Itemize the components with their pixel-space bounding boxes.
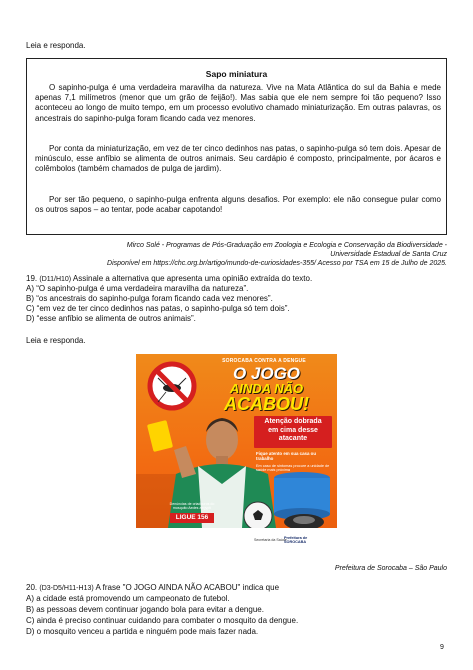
question-19-option-c[interactable]: C) “em vez de ter cinco dedinhos nas patas, o sapinho-pulga só tem dois”. [26, 304, 290, 313]
question-20-option-c[interactable]: C) ainda é preciso continuar cuidando para combater o mosquito da dengue. [26, 616, 299, 625]
poster-phone: LIGUE 156 [170, 513, 214, 523]
question-20-stem [26, 583, 279, 593]
source-line-3: Disponível em https://chc.org.br/artigo/mundo-de-curiosidades-355/ Acesso por TSA em 15 de Julho de 2025. [107, 260, 447, 267]
poster-banner-line-1: Atenção dobrada [264, 418, 322, 425]
question-20-option-a[interactable]: A) a cidade está promovendo um campeonato de futebol. [26, 594, 230, 603]
question-19-stem [26, 274, 312, 284]
poster-footer-secretaria: Secretaria da Saúde [254, 538, 287, 542]
poster-note-2: Em caso de sintomas procure a unidade de saúde mais próxima [256, 464, 330, 473]
poster-denuncia: Denúncias de criadouros do mosquito Aedes aegypti [169, 502, 215, 511]
source-line-1: Mirco Solé - Programas de Pós-Graduação em Zoologia e Ecologia e Conservação da Biodiversidade - [126, 242, 447, 249]
poster-footer-prefeitura: Prefeitura de SOROCABA [284, 536, 308, 545]
question-19-option-d[interactable]: D) “esse anfíbio se alimenta de outros animais”. [26, 314, 196, 323]
paragraph-1: O sapinho-pulga é uma verdadeira maravilha da natureza. Vive na Mata Atlântica do sul da Bahia e mede apenas 7,1 milímetros (menor que um grão de feijão!). Mas sabia que ele nem sempre foi tão pequeno? Isso aconteceu ao longo de muito tempo, em um processo evolutivo chamado miniaturização. Em outras palavras, os ancestrais do sapinho-pulga foram ficando cada vez menores. [35, 83, 441, 123]
page-number: 9 [440, 644, 444, 651]
question-20-option-b[interactable]: B) as pessoas devem continuar jogando bola para evitar a dengue. [26, 605, 264, 614]
poster-banner-line-2: em cima desse [268, 426, 318, 434]
yellow-card-icon [147, 420, 173, 452]
poster-headline-3: ACABOU! [224, 394, 309, 414]
instruction-2: Leia e responda. [26, 336, 86, 345]
poster-top-text: SOROCABA CONTRA A DENGUE [222, 358, 306, 364]
question-20-number: 20. [26, 583, 38, 592]
question-20-text: A frase "O JOGO AINDA NÃO ACABOU" indica que [95, 583, 280, 592]
paragraph-3: Por ser tão pequeno, o sapinho-pulga enfrenta alguns desafios. Por exemplo: ele não consegue pular como os outros sapos – ao tentar, pode acabar capotando! [35, 195, 441, 215]
paragraph-2: Por conta da miniaturização, em vez de ter cinco dedinhos nas patas, o sapinho-pulga só tem dois. Apesar de minúsculo, esse anfíbio se alimenta de outros animais. Seu cardápio é composto, principalmente, por ácaros e colêmbolos (também chamados de pulga de jardim). [35, 144, 441, 174]
water-tank-icon [274, 472, 330, 520]
question-19-option-a[interactable]: A) “O sapinho-pulga é uma verdadeira maravilha da natureza”. [26, 284, 249, 293]
question-19-code: (D11/H10) [39, 276, 72, 283]
text-title: Sapo miniatura [205, 69, 268, 79]
poster-headline-2: AINDA NÃO [229, 381, 304, 396]
question-19-text: Assinale a alternativa que apresenta uma opinião extraída do texto. [72, 274, 313, 283]
football-icon [244, 502, 272, 530]
poster-credit: Prefeitura de Sorocaba – São Paulo [334, 565, 447, 572]
instruction-1: Leia e responda. [26, 41, 86, 50]
text-box [26, 58, 447, 235]
source-line-2: Universidade Estadual de Santa Cruz [330, 251, 447, 258]
poster-note-1: Fique atento em sua casa ou trabalho [256, 451, 317, 461]
question-19-option-b[interactable]: B) “os ancestrais do sapinho-pulga foram ficando cada vez menores”. [26, 294, 273, 303]
poster-banner [254, 416, 332, 448]
poster-headline-1: O JOGO [232, 364, 301, 383]
question-19-number: 19. [26, 274, 38, 283]
dengue-poster [136, 354, 337, 555]
no-mosquito-icon [150, 364, 194, 408]
poster-banner-line-3: atacante [278, 435, 308, 442]
question-20-code: (D3-D5/H11-H13) [39, 585, 94, 592]
question-20-option-d[interactable]: D) o mosquito venceu a partida e ninguém pode mais fazer nada. [26, 627, 259, 636]
